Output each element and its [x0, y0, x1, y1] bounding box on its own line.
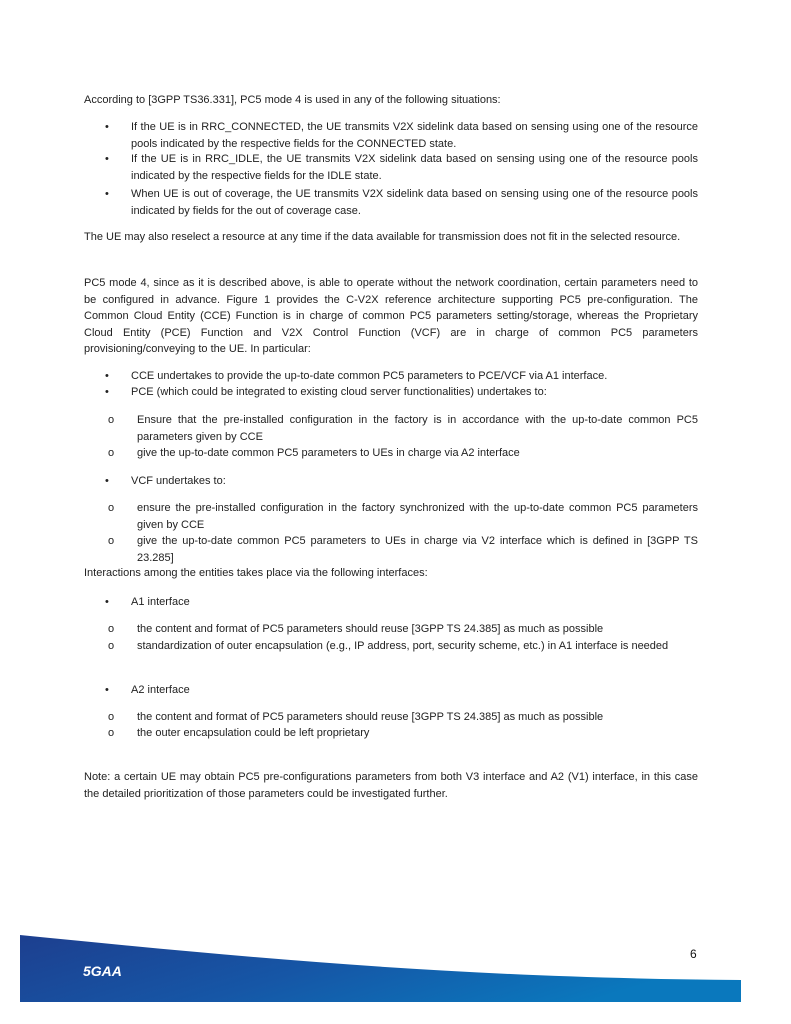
list-item-text: PCE (which could be integrated to existing cloud server functionalities) undertakes to:	[131, 386, 547, 398]
bullet-icon: •	[105, 188, 109, 200]
circle-bullet-icon: o	[108, 640, 115, 652]
circle-bullet-icon: o	[108, 711, 115, 723]
list-item-text: the content and format of PC5 parameters should reuse [3GPP TS 24.385] as much as possible	[137, 711, 604, 723]
list-item-text: When UE is out of coverage, the UE transmits V2X sidelink data based on sensing using one of the resource pools indicated by fields for the out of coverage case.	[131, 188, 698, 217]
list-item-text: Ensure that the pre-installed configuration in the factory is in accordance with the up-to-date common PC5 parameters given by CCE	[137, 414, 698, 443]
list-item-text: If the UE is in RRC_IDLE, the UE transmits V2X sidelink data based on sensing using one of the resource pools indicated by the respective fields for the IDLE state.	[131, 153, 698, 182]
list-item-text: VCF undertakes to:	[131, 475, 226, 487]
list-item-text: give the up-to-date common PC5 parameters to UEs in charge via A2 interface	[137, 447, 520, 459]
list-item	[105, 186, 698, 219]
sub-list-item	[108, 445, 698, 462]
footer-banner	[20, 930, 741, 1002]
sub-list-item	[108, 500, 698, 533]
list-item-text: ensure the pre-installed configuration in the factory synchronized with the up-to-date common PC5 parameters given by CCE	[137, 502, 698, 531]
sub-list-item	[108, 533, 698, 566]
sub-list-item	[108, 725, 698, 742]
list-item	[105, 473, 698, 490]
bullet-icon: •	[105, 153, 109, 165]
sub-list-item	[108, 709, 698, 726]
note-paragraph: Note: a certain UE may obtain PC5 pre-configurations parameters from both V3 interface and A2 (V1) interface, in this case the detailed prioritization of those parameters could be investigated further.	[84, 771, 698, 800]
bullet-icon: •	[105, 684, 109, 696]
mode4-paragraph: PC5 mode 4, since as it is described above, is able to operate without the network coordination, certain parameters need to be configured in advance. Figure 1 provides the C-V2X reference architecture supporting PC5 pre-configuration. The Common Cloud Entity (CCE) Function is in charge of common PC5 parameters setting/storage, whereas the Proprietary Cloud Entity (PCE) Function and V2X Control Function (VCF) are in charge of common PC5 parameters provisioning/conveying to the UE. In particular:	[84, 277, 698, 355]
sub-list-item	[108, 638, 698, 655]
circle-bullet-icon: o	[108, 535, 115, 547]
list-item-text: standardization of outer encapsulation (e.g., IP address, port, security scheme, etc.) in A1 interface is needed	[137, 640, 669, 652]
list-item-text: A2 interface	[131, 684, 190, 696]
reselect-paragraph: The UE may also reselect a resource at any time if the data available for transmission does not fit in the selected resource.	[84, 231, 681, 243]
circle-bullet-icon: o	[108, 727, 115, 739]
circle-bullet-icon: o	[108, 623, 115, 635]
intro-paragraph: According to [3GPP TS36.331], PC5 mode 4 is used in any of the following situations:	[84, 94, 501, 106]
list-item-text: give the up-to-date common PC5 parameters to UEs in charge via V2 interface which is defined in [3GPP TS 23.285]	[137, 535, 698, 564]
bullet-icon: •	[105, 370, 109, 382]
sub-list-item	[108, 621, 698, 638]
brand-logo: 5GAA	[83, 963, 122, 979]
list-item	[105, 119, 698, 152]
bullet-icon: •	[105, 386, 109, 398]
list-item-text: If the UE is in RRC_CONNECTED, the UE transmits V2X sidelink data based on sensing using one of the resource pools indicated by the respective fields for the CONNECTED state.	[131, 121, 698, 150]
bullet-icon: •	[105, 596, 109, 608]
list-item-text: CCE undertakes to provide the up-to-date common PC5 parameters to PCE/VCF via A1 interface.	[131, 370, 608, 382]
list-item	[105, 682, 698, 699]
list-item-text: the outer encapsulation could be left proprietary	[137, 727, 370, 739]
interactions-paragraph: Interactions among the entities takes place via the following interfaces:	[84, 567, 428, 579]
circle-bullet-icon: o	[108, 502, 115, 514]
bullet-icon: •	[105, 121, 109, 133]
circle-bullet-icon: o	[108, 414, 115, 426]
sub-list-item	[108, 412, 698, 445]
list-item	[105, 384, 698, 401]
list-item	[105, 151, 698, 184]
bullet-icon: •	[105, 475, 109, 487]
list-item-text: the content and format of PC5 parameters should reuse [3GPP TS 24.385] as much as possible	[137, 623, 604, 635]
list-item-text: A1 interface	[131, 596, 190, 608]
list-item	[105, 368, 698, 385]
circle-bullet-icon: o	[108, 447, 115, 459]
page-number: 6	[690, 947, 697, 961]
list-item	[105, 594, 698, 611]
